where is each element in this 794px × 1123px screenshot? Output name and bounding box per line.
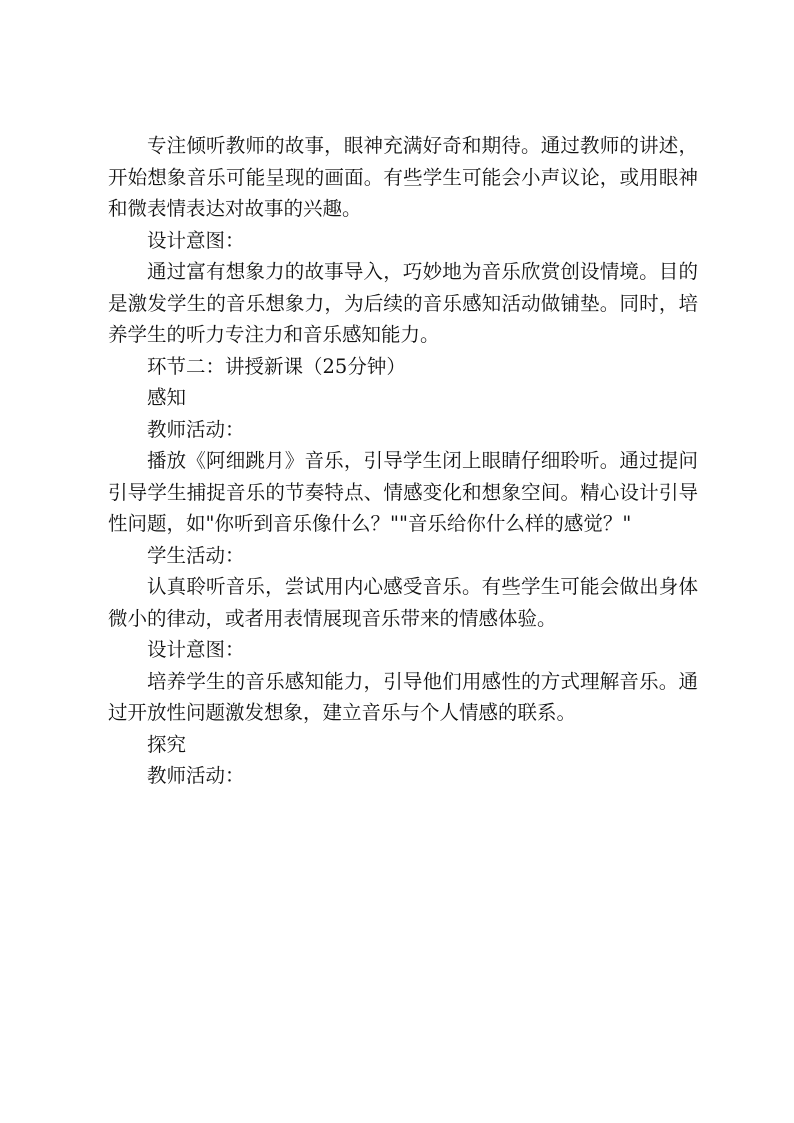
subheading-perception: 感知 <box>147 386 187 409</box>
label-teacher-activity-2: 教师活动： <box>147 764 245 787</box>
subheading-exploration: 探究 <box>147 732 187 756</box>
paragraph-teacher-activity-perception: 播放《阿细跳月》音乐，引导学生闭上眼睛仔细聆听。通过提问引导学生捕捉音乐的节奏特点、情感变化和想象空间。精心设计引导性问题，如"你听到音乐像什么？""音乐给你什么样的感觉？" <box>108 449 698 535</box>
paragraph-design-intent-perception: 培养学生的音乐感知能力，引导他们用感性的方式理解音乐。通过开放性问题激发想象，建立音乐与个人情感的联系。 <box>108 669 698 724</box>
document-body <box>108 130 698 792</box>
label-teacher-activity: 教师活动： <box>147 417 245 441</box>
paragraph-design-intent-intro: 通过富有想象力的故事导入，巧妙地为音乐欣赏创设情境。目的是激发学生的音乐想象力，为后续的音乐感知活动做铺垫。同时，培养学生的听力专注力和音乐感知能力。 <box>108 260 698 346</box>
label-design-intent-2: 设计意图： <box>147 638 245 661</box>
section-heading-new-lesson: 环节二：讲授新课（25分钟） <box>147 354 406 378</box>
paragraph-student-activity-perception: 认真聆听音乐，尝试用内心感受音乐。有些学生可能会做出身体微小的律动，或者用表情展现音乐带来的情感体验。 <box>108 575 698 630</box>
label-design-intent: 设计意图： <box>147 228 245 252</box>
label-student-activity: 学生活动： <box>147 543 245 567</box>
paragraph-student-listening: 专注倾听教师的故事，眼神充满好奇和期待。通过教师的讲述，开始想象音乐可能呈现的画面。有些学生可能会小声议论，或用眼神和微表情表达对故事的兴趣。 <box>108 134 698 220</box>
